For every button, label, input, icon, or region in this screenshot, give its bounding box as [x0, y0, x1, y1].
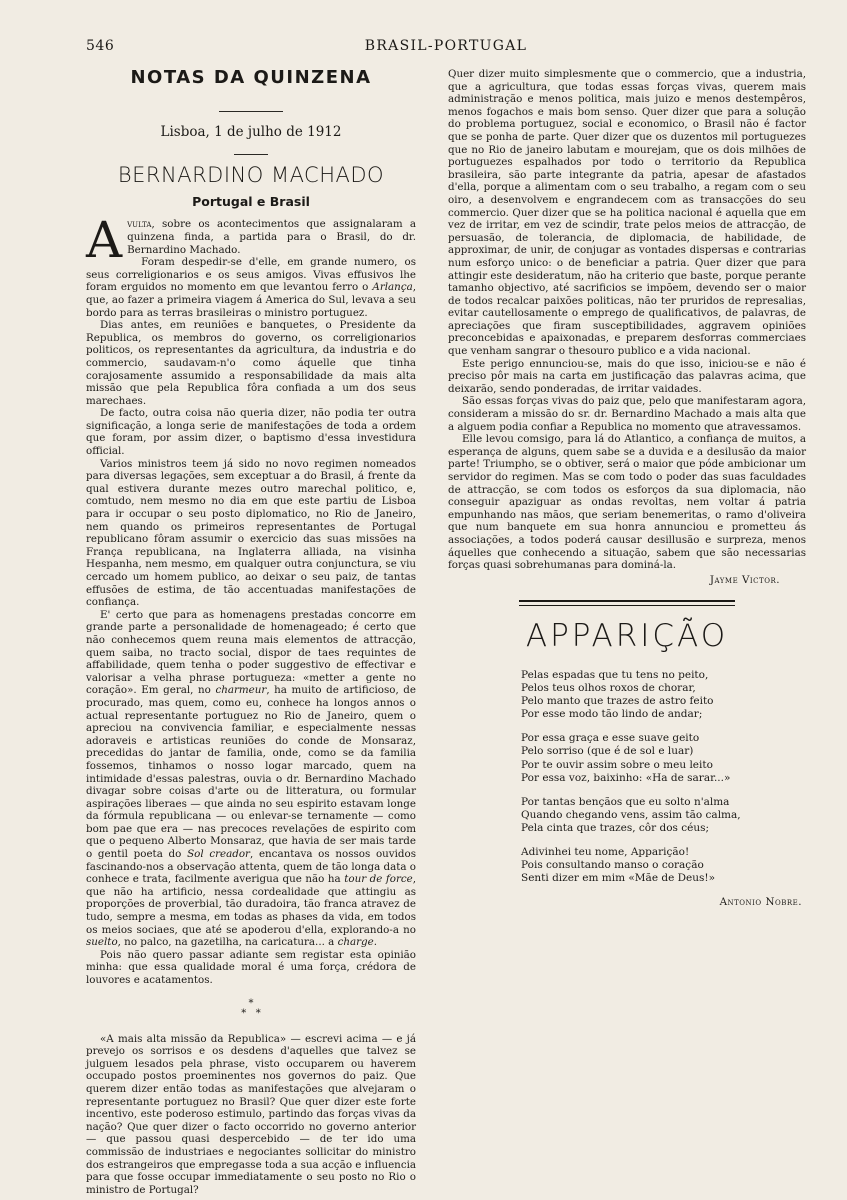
poem-line: Por essa voz, baixinho: «Ha de sarar...»: [521, 771, 731, 784]
poem-line: Adivinhei teu nome, Apparição!: [521, 845, 690, 858]
poem-title: APPARIÇÃO: [525, 618, 729, 655]
poem-line: Pela cinta que trazes, côr dos céus;: [521, 821, 710, 834]
paragraph: Quer dizer muito simplesmente que o commercio, que a industria, que a agricultura, que todas essas forças vivas, querem mais administração e menos politica, mais juizo e menos destempêros, menos fogachos e mais bom senso. Quer dizer que para a solução do problema portuguez, social e economico, o Brasil não é factor que se ponha de parte. Quer dizer que os duzentos mil portuguezes que no Rio de janeiro labutam e mourejam, que os dois milhões de portuguezes espalhados por todo o territorio da Republica brasileira, são parte integrante da patria, apesar de afastados d'ella, porque a alimentam com o seu trabalho, a regam com o seu oiro, a desenvolvem e engrandecem com as transacções do seu commercio. Quer dizer que se ha politica nacional é aquella que em vez de irritar, em vez de scindir, trate pelos meios de attracção, de persuasão, de tolerancia, de diplomacia, de habilidade, de approximar, de unir, de conjugar as vontades dispersas e contrarias num esforço unico: o de beneficiar a patria. Quer dizer que para attingir este desideratum, não ha criterio que baste, porque perante tamanho objectivo, até sacrificios se impõem, devendo ser o maior de todos recalcar paixões politicas, não ter pruridos de represalias, evitar cautellosamente o emprego de qualificativos, de palavras, de apreciações que firam susceptibilidades, aggravem opiniões preconcebidas e apaixonadas, e preparem desforras commerciaes que venham sangrar o thesouro publico e a vida nacional.: [448, 68, 806, 358]
poem-line: Quando chegando vens, assim tão calma,: [521, 808, 741, 821]
poem-line: Por te ouvir assim sobre o meu leito: [521, 758, 713, 771]
right-column: [448, 68, 806, 909]
poem-divider: [519, 600, 735, 606]
divider: [219, 111, 283, 112]
poem-author: Antonio Nobre.: [719, 896, 802, 909]
poem-stanza: [521, 732, 806, 784]
asterism: * * *: [241, 997, 261, 1019]
first-word: vulta,: [127, 218, 155, 231]
paragraph: De facto, outra coisa não queria dizer, não podia ter outra significação, a longa serie de manifestações de toda a ordem que foram, por assim dizer, o baptismo d'essa investidura official.: [86, 407, 416, 458]
paragraph: Dias antes, em reuniões e banquetes, o Presidente da Republica, os membros do governo, os correligionarios politicos, os representantes da agricultura, da industria e do commercio, saudavam-n'o como áquelle que tinha corajosamente assumido a responsabilidade da mais alta missão que pela Republica fôra confiada a um dos seus marechaes.: [86, 319, 416, 407]
page-header: [86, 38, 806, 58]
poem-line: Por esse modo tão lindo de andar;: [521, 708, 703, 721]
poem-line: Pelo manto que trazes de astro feito: [521, 695, 714, 708]
left-column: [86, 68, 416, 1196]
running-head: BRASIL-PORTUGAL: [364, 38, 528, 54]
paragraph: Varios ministros teem já sido no novo regimen nomeados para diversas legações, sem exceptuar a do Brasil, á frente da qual estivera durante mezes outro marechal politico, e, comtudo, nem mesmo no dia em que este partiu de Lisboa para ir occupar o seu posto diplomatico, no Rio de Janeiro, nem quando os primeiros representantes de Portugal republicano fôram assumir o exercicio das suas missões na França republicana, na Inglaterra alliada, na visinha Hespanha, nem mesmo, em qualquer outra conjunctura, se viu cercado um homem publico, ao deixar o seu paiz, de tantas effusões de estima, de tão accentuadas manifestações de confiança.: [86, 457, 416, 609]
drop-cap: A: [86, 211, 123, 270]
divider: [234, 154, 268, 155]
paragraph: Este perigo ennunciou-se, mais do que isso, iniciou-se e não é preciso pôr mais na carta em justificação das palavras acima, que deixarão, sendo ponderadas, de irritar vaidades.: [448, 357, 806, 395]
paragraph: Avulta, sobre os acontecimentos que assignalaram a quinzena finda, a partida para o Brasil, do dr. Bernardino Machado.: [86, 211, 416, 270]
page-number: 546: [86, 38, 115, 54]
poem-line: Pois consultando manso o coração: [521, 859, 704, 872]
paragraph: Pois não quero passar adiante sem registar esta opinião minha: que essa qualidade moral é uma força, crédora de louvores e acatamentos.: [86, 948, 416, 986]
poem-line: Por essa graça e esse suave geito: [521, 732, 700, 745]
section-title: NOTAS DA QUINZENA: [130, 67, 372, 88]
dateline: Lisboa, 1 de julho de 1912: [160, 123, 342, 140]
paragraph: Elle levou comsigo, para lá do Atlantico, a confiança de muitos, a esperança de alguns, quem sabe se a duvida e a desilusão da maior parte! Triumpho, se o obtiver, será o maior que póde ambicionar um servidor do regimen. Mas se com todo o poder das suas faculdades de attracção, se com todos os esforços da sua diplomacia, não conseguir apaziguar as ondas revoltas, nem voltar á patria empunhando nas mãos, que seriam benemeritas, o ramo d'oliveira que num banquete em sua honra annunciou e prometteu ás associações, a todos poderá causar desillusão e surpreza, menos áquelles que conhecendo a situação, sabem que são necessarias forças quasi sobrehumanas para dominá-la.: [448, 433, 806, 572]
poem-stanza: [521, 796, 806, 835]
paragraph: «A mais alta missão da Republica» — escrevi acima — e já prevejo os sorrisos e os desdens d'aquelles que talvez se julguem lesados pela phrase, visto occuparem ou haverem occupado postos proeminentes nos governos do paiz. Que querem dizer então todas as manifestações que alvejaram o representante portuguez no Brasil? Que quer dizer este forte incentivo, este poderoso estimulo, partindo das forças vivas da nação? Que quer dizer o facto occorrido no governo anterior — que passou quasi despercebido — de ter ido uma commissão de industriaes e negociantes sollicitar do ministro dos estrangeiros que empregasse toda a sua acção e influencia para que fosse occupar immediatamente o seu posto no Rio o ministro de Portugal?: [86, 1032, 417, 1196]
poem-stanza: [521, 669, 806, 721]
poem-line: Por tantas bençãos que eu solto n'alma: [521, 795, 730, 808]
article-subhead: Portugal e Brasil: [192, 193, 310, 209]
article-signature: Jayme Victor.: [709, 573, 780, 586]
poem-line: Pelas espadas que tu tens no peito,: [521, 668, 709, 681]
paragraph: São essas forças vivas do paiz que, pelo que manifestaram agora, consideram a missão do sr. dr. Bernardino Machado a mais alta que a alguem podia confiar a Republica no momento que atravessamos.: [448, 395, 806, 433]
poem-line: Pelo sorriso (que é de sol e luar): [521, 745, 694, 758]
paragraph: Foram despedir-se d'elle, em grande numero, os seus correligionarios e os seus amigos. Vivas effusivos lhe foram erguidos no momento em que levantou ferro o Arlança, que, ao fazer a primeira viagem á America do Sul, levava a seu bordo para as terras brasileiras o ministro portuguez.: [86, 256, 416, 319]
poem-stanza: [521, 846, 806, 885]
poem-line: Pelos teus olhos roxos de chorar,: [521, 682, 696, 695]
paragraph: E' certo que para as homenagens prestadas concorre em grande parte a personalidade de homenageado; é certo que não conhecemos quem reuna mais elementos de attracção, quem saiba, no tracto social, dispor de taes requintes de affabilidade, quem tenha o poder suggestivo de effectivar e valorisar a velha phrase portugueza: «metter a gente no coração». Em geral, no charmeur, ha muito de artificioso, de procurado, mas quem, como eu, conhece ha longos annos o actual representante portuguez no Rio de Janeiro, quem o apreciou na convivencia familiar, e especialmente nessas adoraveis e artisticas reuniões do conde de Monsaraz, precedidas do jantar de familia, onde, como se da familia fossemos, tinhamos o nosso logar marcado, quem na intimidade d'essas palestras, ouvia o dr. Bernardino Machado divagar sobre coisas d'arte ou de litteratura, ou formular aspirações liberaes — que ainda no seu espirito estavam longe da fórmula republicana — ou enlevar-se ternamente — como bom pae que era — nas precoces revelações de espirito com que o pequeno Alberto Monsaraz, que havia de ser mais tarde o gentil poeta do Sol creador, encantava os nossos ouvidos fascinando-nos a observação attenta, quem de tão longa data o conhece e trata, facilmente averigua que não ha tour de force, que não ha artificio, nessa cordealidade que attingiu as proporções de proverbial, tão duradoira, tão franca atravez de tudo, sempre a mesma, em todas as phases da vida, em todos os meios sociaes, que até se apoderou d'ella, explorando-a no suelto, no palco, na gazetilha, na caricatura... a charge.: [86, 608, 417, 949]
article-headline: BERNARDINO MACHADO: [117, 163, 385, 188]
poem-line: Senti dizer em mim «Mãe de Deus!»: [521, 872, 716, 885]
